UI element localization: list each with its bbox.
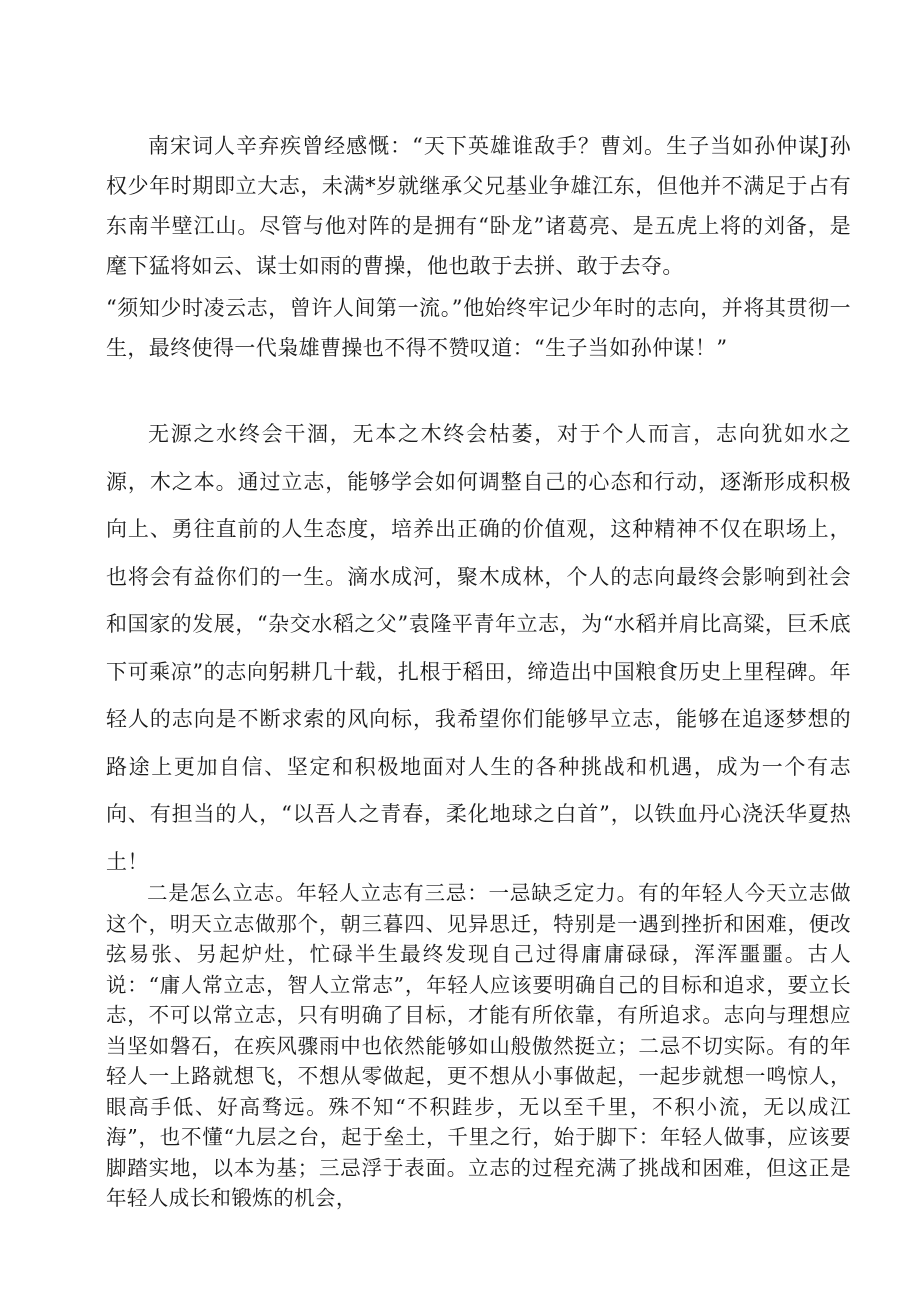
paragraph-2: “须知少时凌云志，曾许人间第一流。”他始终牢记少年时的志向，并将其贯彻一生，最终使得一代枭雄曹操也不得不赞叹道：“生子当如孙仲谋！” bbox=[106, 296, 851, 360]
paragraph-3: 无源之水终会干涸，无本之木终会枯萎，对于个人而言，志向犹如水之源，木之本。通过立志，能够学会如何调整自己的心态和行动，逐渐形成积极向上、勇往直前的人生态度，培养出正确的价值观，这种精神不仅在职场上，也将会有益你们的一生。滴水成河，聚木成林，个人的志向最终会影响到社会和国家的发展，“杂交水稻之父”袁隆平青年立志，为“水稻并肩比高粱，巨禾底下可乘凉”的志向躬耕几十载，扎根于稻田，缔造出中国粮食历史上里程碑。年轻人的志向是不断求索的风向标，我希望你们能够早立志，能够在追逐梦想的路途上更加自信、坚定和积极地面对人生的各种挑战和机遇，成为一个有志向、有担当的人，“以吾人之青春，柔化地球之白首”，以铁血丹心浇沃华夏热土！ bbox=[106, 422, 851, 874]
paragraph-4: 二是怎么立志。年轻人立志有三忌：一忌缺乏定力。有的年轻人今天立志做这个，明天立志做那个，朝三暮四、见异思迁，特别是一遇到挫折和困难，便改弦易张、另起炉灶，忙碌半生最终发现自己过得庸庸碌碌，浑浑噩噩。古人说：“庸人常立志，智人立常志”，年轻人应该要明确自己的目标和追求，要立长志，不可以常立志，只有明确了目标，才能有所依靠，有所追求。志向与理想应当坚如磐石，在疾风骤雨中也依然能够如山般傲然挺立；二忌不切实际。有的年轻人一上路就想飞，不想从零做起，更不想从小事做起，一起步就想一鸣惊人，眼高手低、好高骛远。殊不知“不积跬步，无以至千里，不积小流，无以成江海”，也不懂“九层之台，起于垒土，千里之行，始于脚下：年轻人做事，应该要脚踏实地，以本为基；三忌浮于表面。立志的过程充满了挑战和困难，但这正是年轻人成长和锻炼的机会， bbox=[106, 881, 851, 1210]
paragraph-1: 南宋词人辛弃疾曾经感慨：“天下英雄谁敌手？曹刘。生子当如孙仲谋J孙权少年时期即立大志，未满*岁就继承父兄基业争雄江东，但他并不满足于占有东南半壁江山。尽管与他对阵的是拥有“卧龙”诸葛亮、是五虎上将的刘备，是麾下猛将如云、谋士如雨的曹操，他也敢于去拼、敢于去夺。 bbox=[106, 134, 851, 278]
